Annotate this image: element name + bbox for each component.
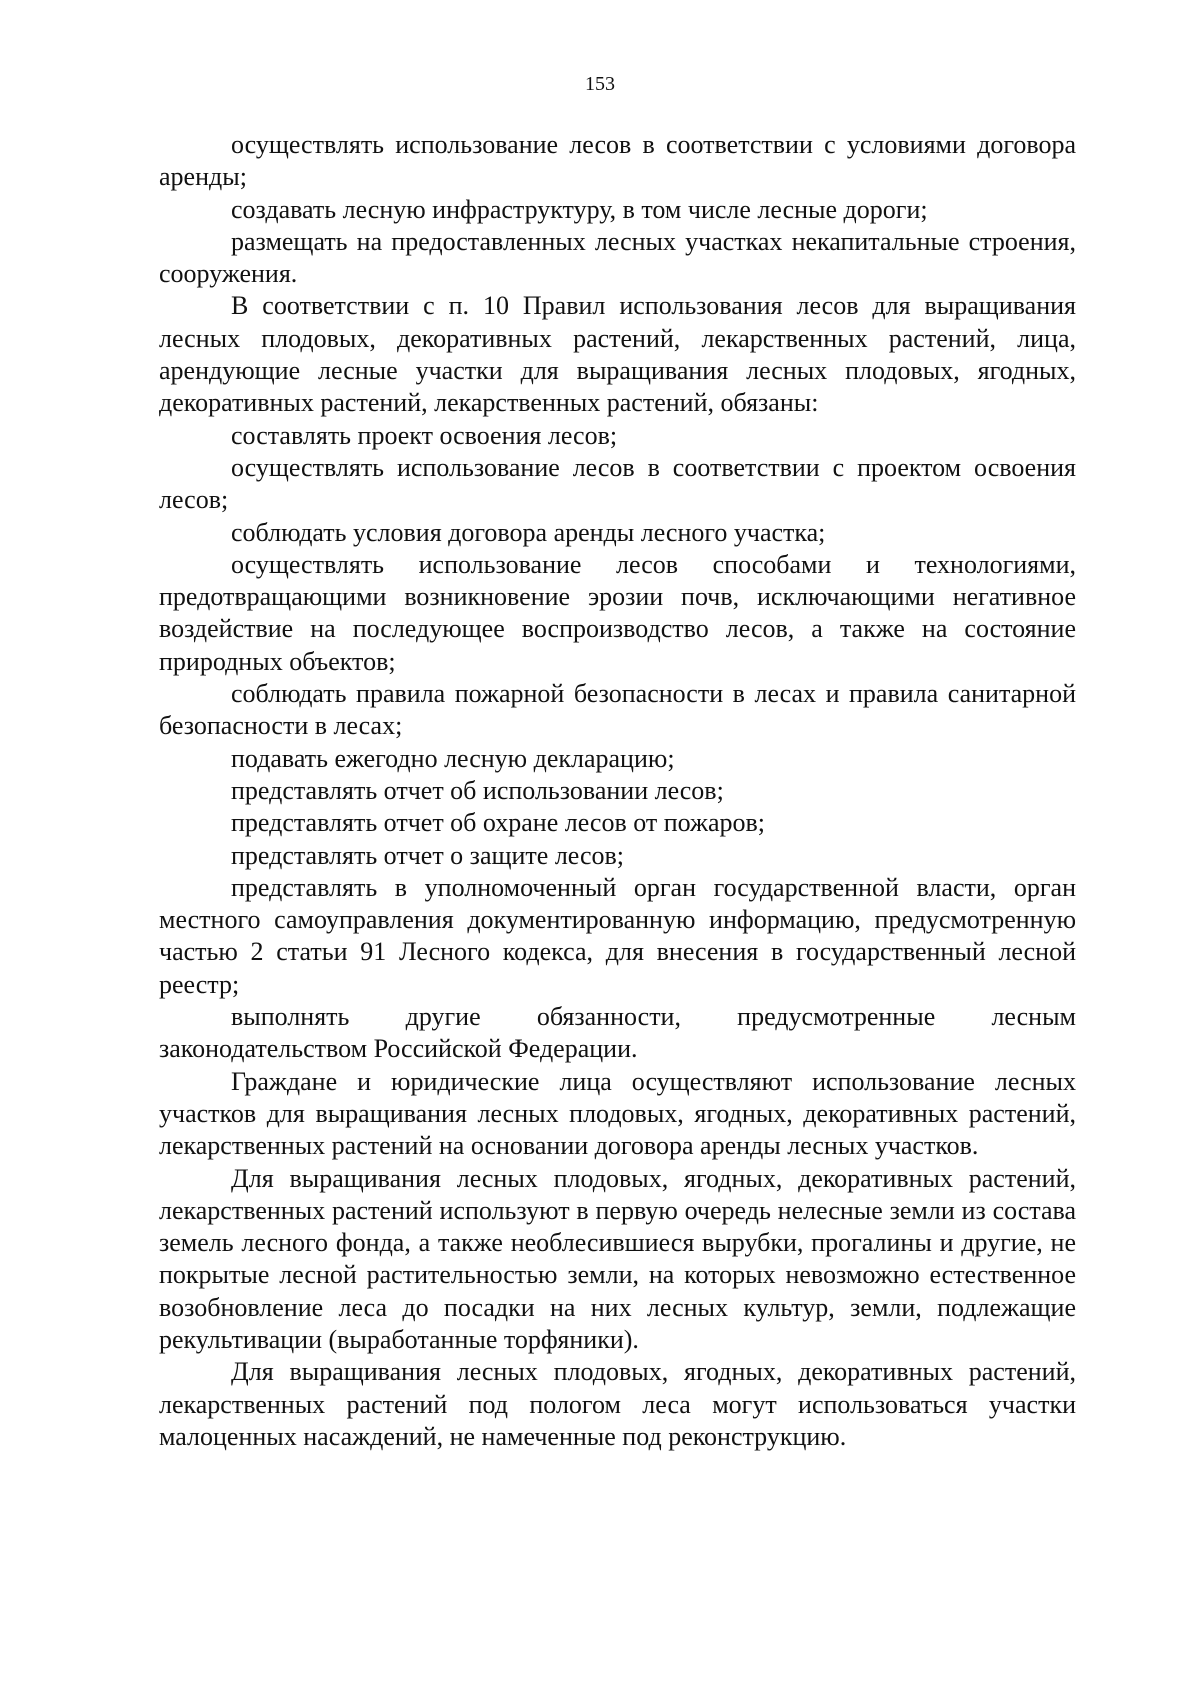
paragraph: соблюдать правила пожарной безопасности в лесах и правила санитарной безопасности в лесах;	[159, 679, 1076, 741]
paragraph: представлять отчет об использовании лесов;	[231, 775, 724, 805]
paragraph: осуществлять использование лесов в соответствии с условиями договора аренды;	[159, 130, 1076, 192]
paragraph: представлять отчет об охране лесов от пожаров;	[231, 808, 766, 838]
paragraph: размещать на предоставленных лесных участках некапитальные строения, сооружения.	[159, 226, 1076, 289]
page-number: 153	[585, 73, 615, 95]
paragraph: осуществлять использование лесов в соответствии с проектом освоения лесов;	[159, 452, 1076, 515]
paragraph: соблюдать условия договора аренды лесного участка;	[231, 517, 826, 547]
paragraph: подавать ежегодно лесную декларацию;	[231, 743, 675, 773]
paragraph: Для выращивания лесных плодовых, ягодных, декоративных растений, лекарственных растений под пологом леса могут использоваться участки малоценных насаждений, не намеченные под реконструкцию.	[159, 1357, 1076, 1451]
paragraph: выполнять другие обязанности, предусмотренные лесным законодательством Российской Федерации.	[159, 1002, 1076, 1064]
document-body	[159, 129, 1076, 1453]
paragraph: представлять отчет о защите лесов;	[231, 840, 625, 870]
paragraph: осуществлять использование лесов способами и технологиями, предотвращающими возникновение эрозии почв, исключающими негативное воздействие на последующее воспроизводство лесов, а также на состояние природных объектов;	[159, 549, 1076, 676]
paragraph: создавать лесную инфраструктуру, в том числе лесные дороги;	[231, 194, 928, 224]
paragraph: Для выращивания лесных плодовых, ягодных, декоративных растений, лекарственных растений используют в первую очередь нелесные земли из состава земель лесного фонда, а также необлесившиеся вырубки, прогалины и другие, не покрытые лесной растительностью земли, на которых невозможно естественное возобновление леса до посадки на них лесных культур, земли, подлежащие рекультивации (выработанные торфяники).	[159, 1163, 1076, 1354]
paragraph: Граждане и юридические лица осуществляют использование лесных участков для выращивания лесных плодовых, ягодных, декоративных растений, лекарственных растений на основании договора аренды лесных участков.	[159, 1066, 1076, 1161]
paragraph: составлять проект освоения лесов;	[231, 420, 618, 450]
paragraph: В соответствии с п. 10 Правил использования лесов для выращивания лесных плодовых, декоративных растений, лекарственных растений, лица, арендующие лесные участки для выращивания лесных плодовых, ягодных, декоративных растений, лекарственных растений, обязаны:	[159, 291, 1076, 418]
paragraph: представлять в уполномоченный орган государственной власти, орган местного самоуправления документированную информацию, предусмотренную частью 2 статьи 91 Лесного кодекса, для внесения в государственный лесной реестр;	[159, 872, 1076, 999]
